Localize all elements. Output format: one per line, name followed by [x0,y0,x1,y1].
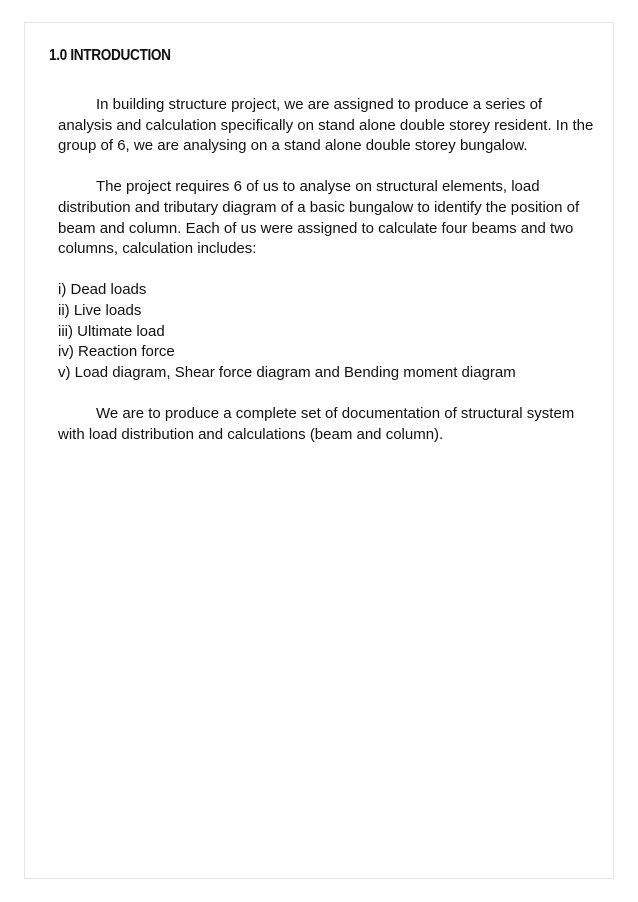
closing-paragraph [58,404,598,445]
intro-paragraph-1-text: In building structure project, we are assigned to produce a series of analysis and calculation specifically on stand alone double storey resident. In the group of 6, we are analysing on a stand alone double storey bungalow. [58,96,594,155]
list-item: iv) Reaction force [58,343,175,361]
document-page [24,22,614,879]
calculation-list [58,280,598,383]
list-item: v) Load diagram, Shear force diagram and Bending moment diagram [58,363,516,381]
list-item: iii) Ultimate load [58,322,165,340]
body-text [58,95,598,466]
intro-paragraph-2 [58,177,598,259]
intro-paragraph-2-text: The project requires 6 of us to analyse on structural elements, load distribution and tributary diagram of a basic bungalow to identify the position of beam and column. Each of us were assigned to calculate four beams and two columns, calculation includes: [58,178,580,258]
list-item: ii) Live loads [58,301,142,319]
section-heading: 1.0 INTRODUCTION [49,47,171,64]
list-item: i) Dead loads [58,281,147,299]
intro-paragraph-1 [58,95,598,157]
closing-paragraph-text: We are to produce a complete set of documentation of structural system with load distribution and calculations (beam and column). [58,404,575,443]
